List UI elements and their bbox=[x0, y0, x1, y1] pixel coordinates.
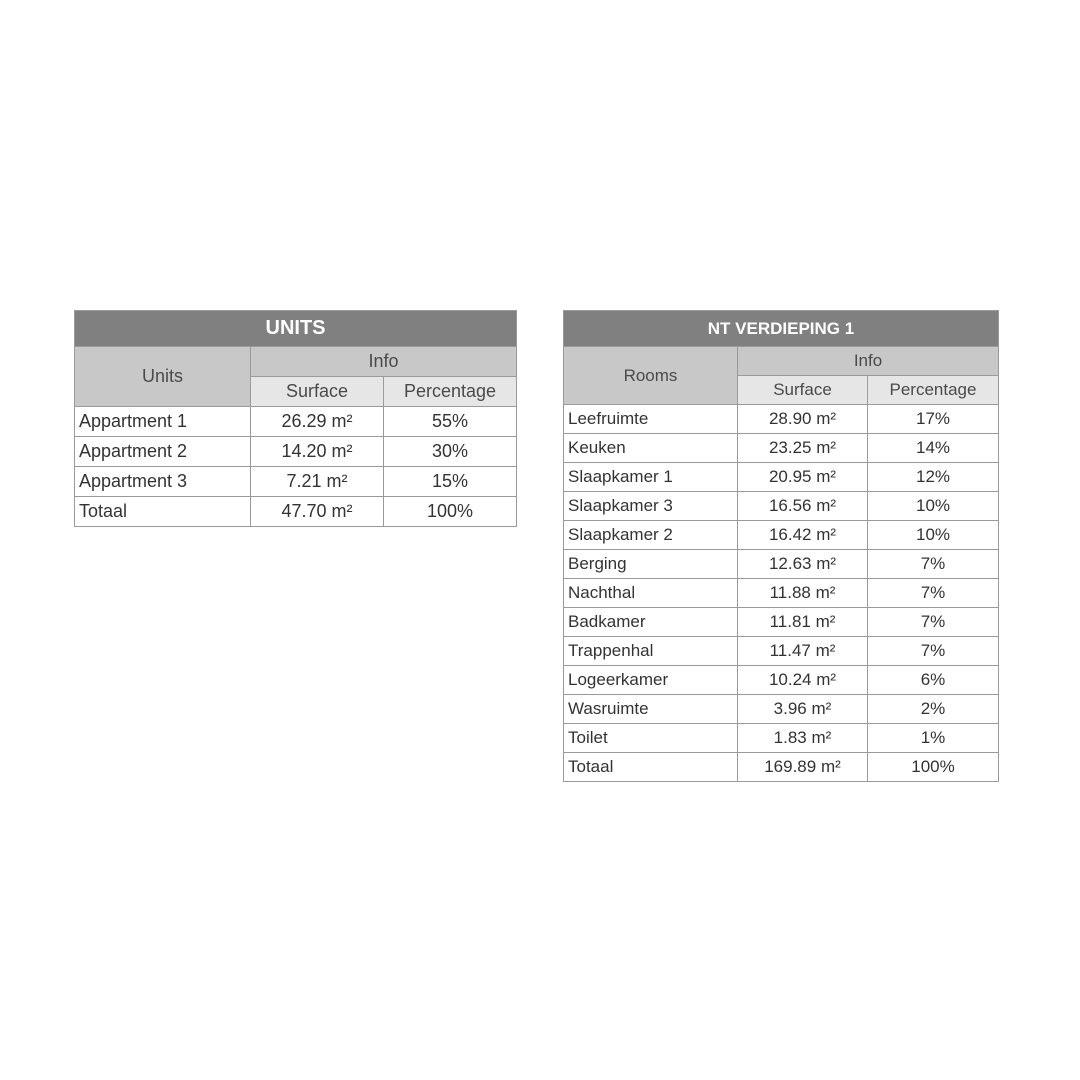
room-percentage: 10% bbox=[868, 521, 999, 550]
room-name: Nachthal bbox=[564, 579, 738, 608]
room-surface: 23.25 m² bbox=[738, 434, 868, 463]
total-label: Totaal bbox=[564, 753, 738, 782]
table-row bbox=[75, 437, 517, 467]
table-row bbox=[564, 405, 999, 434]
room-name: Badkamer bbox=[564, 608, 738, 637]
room-percentage: 7% bbox=[868, 550, 999, 579]
room-surface: 11.47 m² bbox=[738, 637, 868, 666]
room-percentage: 6% bbox=[868, 666, 999, 695]
table-row bbox=[564, 666, 999, 695]
total-percentage: 100% bbox=[868, 753, 999, 782]
room-surface: 16.56 m² bbox=[738, 492, 868, 521]
room-percentage: 7% bbox=[868, 608, 999, 637]
unit-surface: 7.21 m² bbox=[251, 467, 384, 497]
total-percentage: 100% bbox=[384, 497, 517, 527]
room-percentage: 1% bbox=[868, 724, 999, 753]
room-surface: 11.81 m² bbox=[738, 608, 868, 637]
unit-name: Appartment 2 bbox=[75, 437, 251, 467]
total-surface: 169.89 m² bbox=[738, 753, 868, 782]
room-percentage: 12% bbox=[868, 463, 999, 492]
rooms-percentage-header: Percentage bbox=[868, 376, 999, 405]
rooms-column-header: Rooms bbox=[564, 347, 738, 405]
units-info-header: Info bbox=[251, 347, 517, 377]
units-column-header: Units bbox=[75, 347, 251, 407]
total-surface: 47.70 m² bbox=[251, 497, 384, 527]
units-table-title: UNITS bbox=[75, 311, 517, 347]
room-surface: 1.83 m² bbox=[738, 724, 868, 753]
room-percentage: 14% bbox=[868, 434, 999, 463]
units-table bbox=[74, 310, 517, 527]
room-name: Toilet bbox=[564, 724, 738, 753]
room-name: Slaapkamer 3 bbox=[564, 492, 738, 521]
table-row bbox=[564, 724, 999, 753]
rooms-table bbox=[563, 310, 999, 782]
room-name: Trappenhal bbox=[564, 637, 738, 666]
room-name: Wasruimte bbox=[564, 695, 738, 724]
unit-percentage: 15% bbox=[384, 467, 517, 497]
room-surface: 20.95 m² bbox=[738, 463, 868, 492]
room-surface: 28.90 m² bbox=[738, 405, 868, 434]
table-row bbox=[564, 521, 999, 550]
room-name: Keuken bbox=[564, 434, 738, 463]
room-surface: 10.24 m² bbox=[738, 666, 868, 695]
rooms-info-header: Info bbox=[738, 347, 999, 376]
room-percentage: 7% bbox=[868, 579, 999, 608]
room-surface: 11.88 m² bbox=[738, 579, 868, 608]
unit-percentage: 30% bbox=[384, 437, 517, 467]
room-surface: 12.63 m² bbox=[738, 550, 868, 579]
room-name: Berging bbox=[564, 550, 738, 579]
room-percentage: 2% bbox=[868, 695, 999, 724]
units-surface-header: Surface bbox=[251, 377, 384, 407]
total-row bbox=[564, 753, 999, 782]
room-name: Slaapkamer 1 bbox=[564, 463, 738, 492]
total-row bbox=[75, 497, 517, 527]
table-row bbox=[564, 579, 999, 608]
rooms-surface-header: Surface bbox=[738, 376, 868, 405]
table-row bbox=[75, 467, 517, 497]
table-row bbox=[564, 608, 999, 637]
table-row bbox=[564, 492, 999, 521]
unit-surface: 14.20 m² bbox=[251, 437, 384, 467]
table-row bbox=[564, 550, 999, 579]
unit-percentage: 55% bbox=[384, 407, 517, 437]
table-row bbox=[564, 463, 999, 492]
unit-surface: 26.29 m² bbox=[251, 407, 384, 437]
room-name: Logeerkamer bbox=[564, 666, 738, 695]
total-label: Totaal bbox=[75, 497, 251, 527]
room-surface: 16.42 m² bbox=[738, 521, 868, 550]
table-row bbox=[564, 637, 999, 666]
room-percentage: 7% bbox=[868, 637, 999, 666]
unit-name: Appartment 1 bbox=[75, 407, 251, 437]
table-row bbox=[564, 695, 999, 724]
room-name: Slaapkamer 2 bbox=[564, 521, 738, 550]
room-name: Leefruimte bbox=[564, 405, 738, 434]
room-percentage: 17% bbox=[868, 405, 999, 434]
rooms-table-title: NT VERDIEPING 1 bbox=[564, 311, 999, 347]
unit-name: Appartment 3 bbox=[75, 467, 251, 497]
table-row bbox=[75, 407, 517, 437]
room-surface: 3.96 m² bbox=[738, 695, 868, 724]
room-percentage: 10% bbox=[868, 492, 999, 521]
units-percentage-header: Percentage bbox=[384, 377, 517, 407]
table-row bbox=[564, 434, 999, 463]
